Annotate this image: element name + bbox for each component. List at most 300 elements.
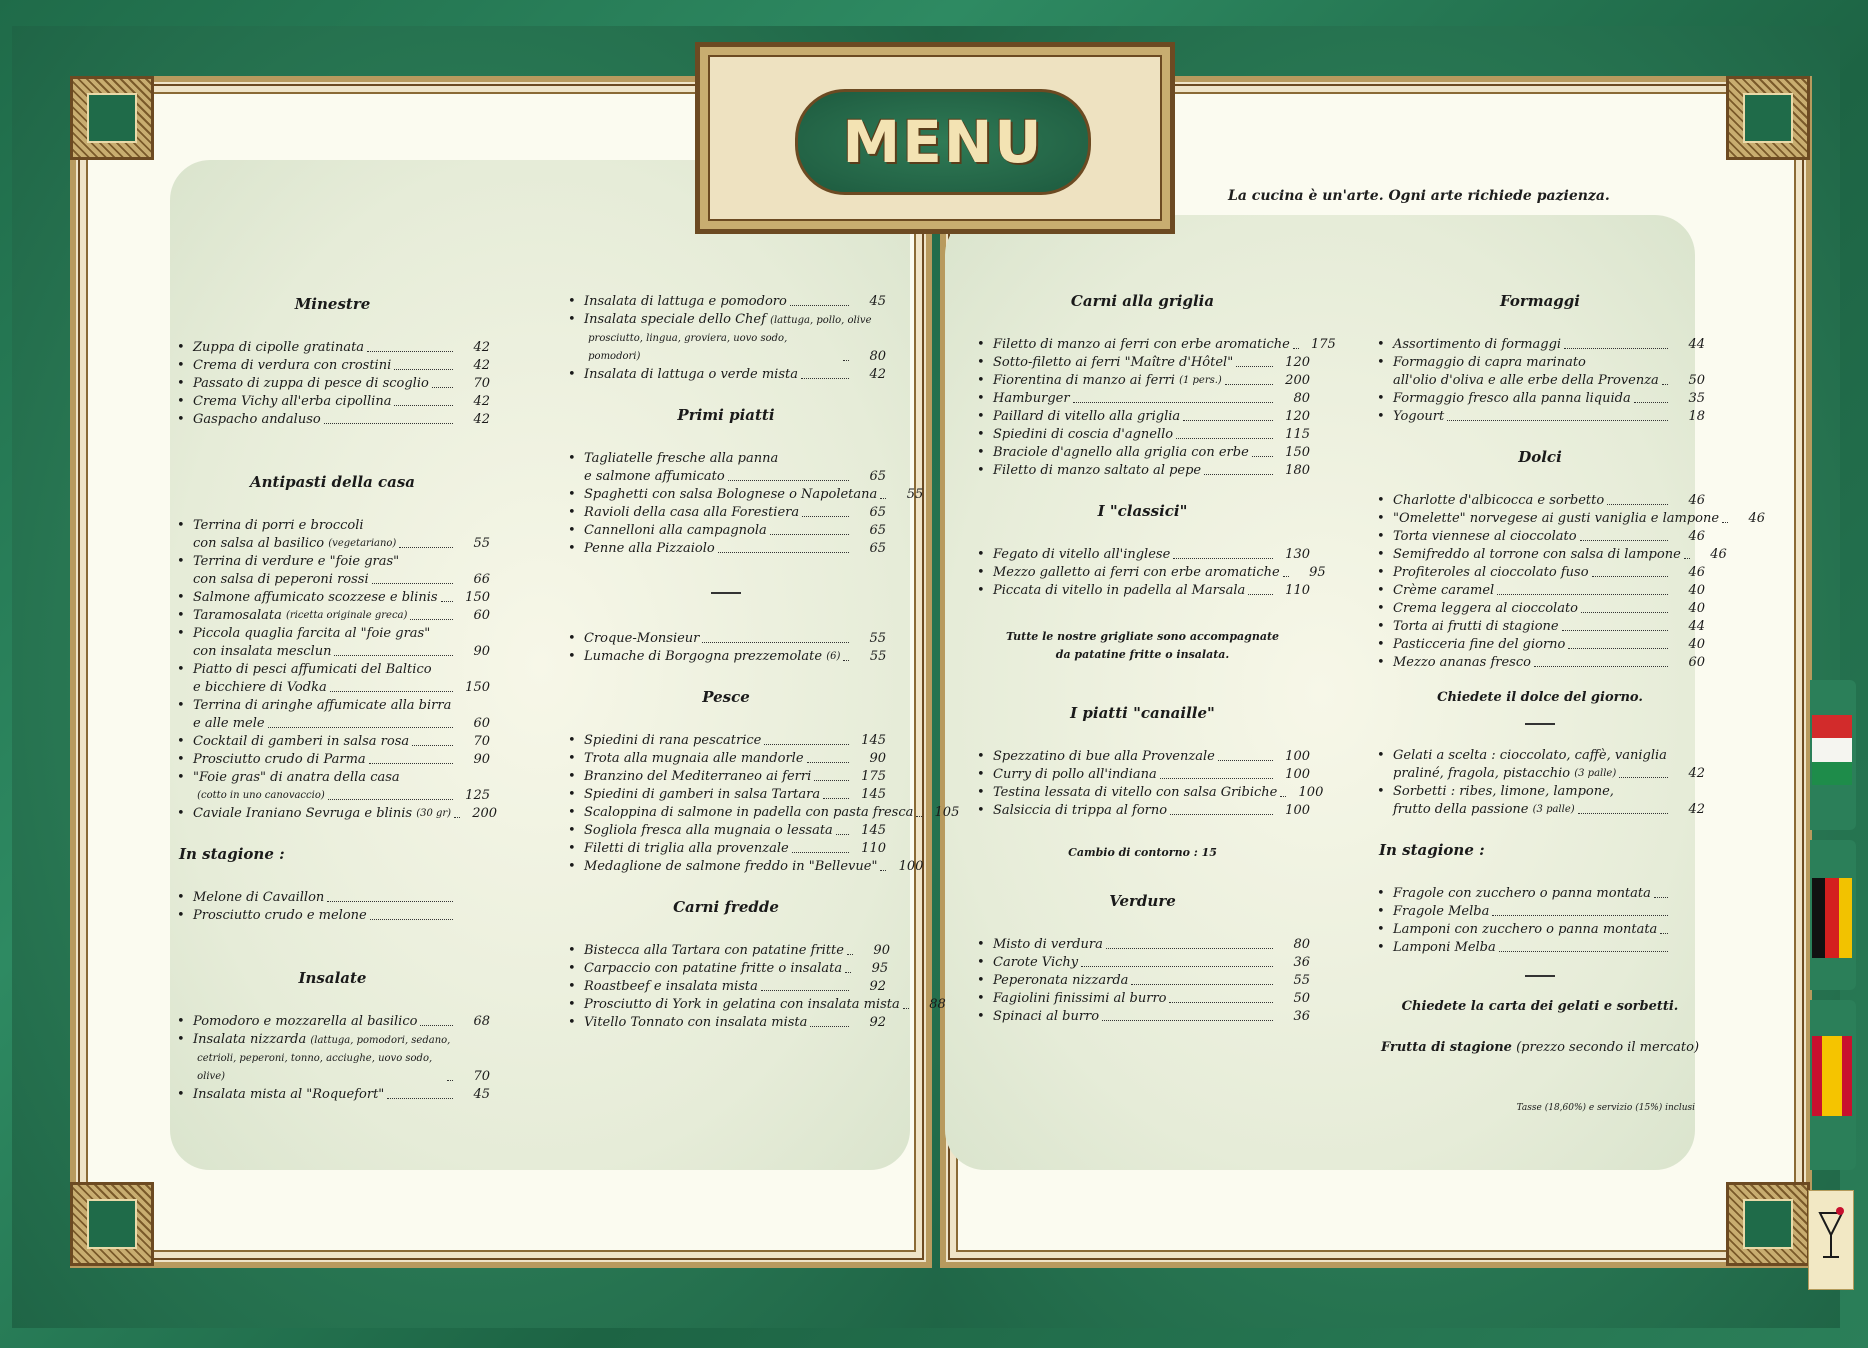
item-name: • Penne alla Pizzaiolo: [584, 541, 715, 556]
item-price: 105: [934, 805, 960, 820]
item-price: 175: [1311, 337, 1336, 352]
leader-dots: [1160, 778, 1273, 779]
flag-stripe: [1825, 878, 1838, 958]
item-name-line-2: [1393, 372, 1705, 390]
contorno-note: Cambio di contorno : 15: [1068, 846, 1217, 859]
leader-dots: [1169, 1002, 1273, 1003]
item-name: con salsa di peperoni rossi: [193, 572, 369, 587]
leader-dots: [1634, 402, 1668, 403]
item-price: 42: [473, 358, 490, 373]
item-name-line-2: [1393, 765, 1705, 783]
menu-item: [1375, 618, 1705, 636]
item-price: 55: [1293, 973, 1310, 988]
menu-list: [566, 732, 960, 876]
item-name: • Roastbeef e insalata mista: [584, 979, 758, 994]
tax-note: Tasse (18,60%) e servizio (15%) inclusi: [1516, 1103, 1695, 1113]
item-price: 92: [869, 979, 886, 994]
menu-item: [175, 907, 490, 925]
menu-item: [1375, 903, 1705, 921]
leader-dots: [790, 305, 849, 306]
item-price: 65: [869, 505, 886, 520]
menu-item: [975, 390, 1310, 408]
menu-item: [1375, 582, 1705, 600]
item-name: • Vitello Tonnato con insalata mista: [584, 1015, 808, 1030]
item-price: 46: [1710, 547, 1727, 562]
item-name: Gelati a scelta : cioccolato, caffè, vaniglia: [1393, 748, 1667, 763]
flag-stripe: [1842, 1036, 1852, 1116]
leader-dots: [330, 691, 453, 692]
menu-item: [175, 589, 490, 607]
item-name-line-2: [193, 1050, 490, 1086]
menu-list: [566, 942, 946, 1032]
item-price: 50: [1293, 991, 1310, 1006]
item-name: Insalata nizzarda: [193, 1032, 307, 1047]
section-divider: [711, 592, 741, 594]
item-price: 80: [1293, 937, 1310, 952]
item-name: • Pomodoro e mozzarella al basilico: [193, 1014, 418, 1029]
flag-stripe: [1812, 1036, 1822, 1116]
leader-dots: [1662, 384, 1668, 385]
menu-item: [175, 661, 490, 697]
item-name: • Hamburger: [993, 391, 1070, 406]
leader-dots: [328, 799, 453, 800]
tab-drinks[interactable]: [1808, 1190, 1854, 1290]
column-1: [175, 295, 498, 1104]
leader-dots: [1722, 522, 1728, 523]
menu-item: [975, 990, 1310, 1008]
section-divider: [1525, 975, 1555, 977]
item-name: • Spiedini di gamberi in salsa Tartara: [584, 787, 821, 802]
item-name: con insalata mesclun: [193, 644, 332, 659]
leader-dots: [1578, 813, 1668, 814]
item-name: • Gaspacho andaluso: [193, 412, 321, 427]
menu-list: [1375, 885, 1705, 957]
item-name: • Insalata mista al "Roquefort": [193, 1087, 385, 1102]
leader-dots: [1684, 558, 1690, 559]
item-price: 150: [465, 680, 490, 695]
item-price: 55: [473, 536, 490, 551]
item-name: • Assortimento di formaggi: [1393, 337, 1562, 352]
menu-list: [975, 748, 1324, 820]
menu-item: [566, 750, 886, 768]
item-price: 95: [1309, 565, 1326, 580]
item-name: • Misto di verdura: [993, 937, 1103, 952]
item-name: • Insalata di lattuga o verde mista: [584, 367, 798, 382]
menu-item: [975, 546, 1310, 564]
leader-dots: [432, 387, 453, 388]
dolce-del-giorno-note: Chiedete il dolce del giorno.: [1437, 690, 1643, 705]
frutta-line: [1375, 1040, 1705, 1055]
flag-stripe: [1812, 715, 1852, 738]
leader-dots: [1619, 777, 1668, 778]
item-price: 115: [1285, 427, 1310, 442]
menu-item: [975, 784, 1324, 802]
leader-dots: [1248, 594, 1273, 595]
menu-item: [975, 426, 1310, 444]
menu-item: [175, 697, 490, 733]
corner-ornament-top-left: [70, 76, 154, 160]
menu-item: [566, 960, 889, 978]
leader-dots: [327, 901, 453, 902]
item-price: 46: [1688, 529, 1705, 544]
item-name-line-1: [584, 450, 886, 468]
item-name: • Braciole d'agnello alla griglia con erbe: [993, 445, 1249, 460]
menu-item: [1375, 408, 1705, 426]
menu-item: [1375, 636, 1705, 654]
menu-item: [566, 486, 924, 504]
item-name: • Lamponi Melba: [1393, 940, 1496, 955]
leader-dots: [810, 1026, 849, 1027]
leader-dots: [916, 816, 922, 817]
item-price: 125: [465, 788, 490, 803]
item-name: • Profiteroles al cioccolato fuso: [1393, 565, 1589, 580]
leader-dots: [1280, 796, 1286, 797]
item-price: 44: [1688, 619, 1705, 634]
flag-italy-icon: [1812, 715, 1852, 785]
leader-dots: [1607, 504, 1668, 505]
leader-dots: [1102, 1020, 1273, 1021]
menu-item: [1375, 354, 1705, 390]
leader-dots: [880, 498, 886, 499]
menu-item: [175, 375, 490, 393]
item-name-line-1: [193, 517, 490, 535]
item-price: 45: [473, 1087, 490, 1102]
leader-dots: [718, 552, 849, 553]
item-price: 70: [473, 1069, 490, 1084]
menu-item: [566, 366, 886, 384]
item-note: (3 palle): [1574, 768, 1617, 779]
menu-item: [566, 293, 886, 311]
item-note: cetrioli, peperoni, tonno, acciughe, uovo sodo, olive): [197, 1053, 433, 1082]
corner-ornament-top-right: [1726, 76, 1810, 160]
menu-item: [566, 978, 886, 996]
menu-item: [975, 408, 1310, 426]
menu-banner-oval: [795, 89, 1091, 195]
item-name: • Carote Vichy: [993, 955, 1079, 970]
item-name: • Mezzo ananas fresco: [1393, 655, 1531, 670]
menu-item: [175, 889, 490, 907]
item-note: (lattuga, pollo, olive: [770, 315, 872, 326]
menu-item: [1375, 510, 1766, 528]
menu-item: [975, 1008, 1310, 1026]
item-price: 42: [473, 412, 490, 427]
flag-stripe: [1812, 878, 1825, 958]
item-price: 55: [869, 631, 886, 646]
item-name: • Paillard di vitello alla griglia: [993, 409, 1181, 424]
item-price: 100: [1285, 767, 1310, 782]
item-price: 40: [1688, 583, 1705, 598]
item-name: • Taramosalata: [193, 608, 282, 623]
item-note: (30 gr): [416, 808, 452, 819]
flag-stripe: [1812, 738, 1852, 761]
section-title-stagione: In stagione :: [179, 845, 285, 863]
item-name: • Crème caramel: [1393, 583, 1495, 598]
grill-note-line-2: da patatine fritte o insalata.: [1055, 648, 1230, 661]
item-name: e alle mele: [193, 716, 265, 731]
menu-item: [975, 582, 1310, 600]
item-price: 90: [473, 752, 490, 767]
leader-dots: [410, 619, 453, 620]
item-name: • Fegato di vitello all'inglese: [993, 547, 1171, 562]
item-price: 66: [473, 572, 490, 587]
item-name-line-2: [193, 643, 490, 661]
item-name: Formaggio di capra marinato: [1393, 355, 1586, 370]
corner-ornament-bottom-right: [1726, 1182, 1810, 1266]
item-name: • Charlotte d'albicocca e sorbetto: [1393, 493, 1605, 508]
item-note: (1 pers.): [1179, 375, 1222, 386]
menu-item: [975, 564, 1326, 582]
menu-item: [566, 996, 946, 1014]
leader-dots: [394, 405, 453, 406]
leader-dots: [370, 919, 453, 920]
item-name: • Spiedini di coscia d'agnello: [993, 427, 1174, 442]
corner-ornament-bottom-left: [70, 1182, 154, 1266]
menu-item: [566, 822, 886, 840]
menu-item: [1375, 336, 1705, 354]
section-title-stagione-2: In stagione :: [1379, 841, 1485, 859]
menu-list: [1375, 747, 1705, 819]
item-name: • Salsiccia di trippa al forno: [993, 803, 1168, 818]
menu-list: [975, 936, 1310, 1026]
item-name-line-2: [193, 571, 490, 589]
frutta-note: (prezzo secondo il mercato): [1516, 1040, 1700, 1055]
column-2: [566, 293, 960, 1032]
item-name-line-2: [1393, 801, 1705, 819]
item-name: • Curry di pollo all'indiana: [993, 767, 1157, 782]
leader-dots: [454, 817, 460, 818]
item-price: 145: [861, 733, 886, 748]
item-name: • Crema leggera al cioccolato: [1393, 601, 1579, 616]
menu-item: [566, 768, 886, 786]
item-price: 42: [473, 394, 490, 409]
item-name: Terrina di verdure e "foie gras": [193, 554, 400, 569]
item-price: 110: [1285, 583, 1310, 598]
menu-list: [975, 546, 1326, 600]
leader-dots: [1176, 438, 1273, 439]
menu-list: [566, 630, 886, 666]
leader-dots: [372, 583, 453, 584]
item-name-line-2: [193, 679, 490, 697]
leader-dots: [268, 727, 453, 728]
item-name: • Cannelloni alla campagnola: [584, 523, 767, 538]
item-name: • Zuppa di cipolle gratinata: [193, 340, 365, 355]
item-name: • Filetto di manzo ai ferri con erbe aromatiche: [993, 337, 1290, 352]
menu-item: [975, 766, 1310, 784]
leader-dots: [880, 870, 886, 871]
cocktail-glass-icon: [1814, 1205, 1848, 1275]
section-title-antipasti: Antipasti della casa: [249, 473, 416, 491]
flag-germany-icon: [1812, 878, 1852, 958]
leader-dots: [1581, 612, 1668, 613]
leader-dots: [1225, 384, 1273, 385]
menu-item: [566, 858, 924, 876]
item-name-line-1: [193, 1031, 490, 1050]
item-name: • Medaglione de salmone freddo in "Bellevue": [584, 859, 878, 874]
item-price: 70: [473, 734, 490, 749]
section-title-griglia: Carni alla griglia: [1070, 292, 1215, 310]
item-name-line-1: [193, 769, 490, 787]
menu-item: [1375, 564, 1705, 582]
item-price: 92: [869, 1015, 886, 1030]
flag-spain-icon: [1812, 1036, 1852, 1116]
menu-item: [975, 936, 1310, 954]
leader-dots: [447, 1080, 453, 1081]
leader-dots: [847, 954, 853, 955]
item-name: • Spezzatino di bue alla Provenzale: [993, 749, 1215, 764]
item-name: • Trota alla mugnaia alle mandorle: [584, 751, 804, 766]
leader-dots: [1204, 474, 1273, 475]
item-name-line-1: [1393, 354, 1705, 372]
item-price: 55: [869, 649, 887, 664]
item-name-line-1: [193, 697, 490, 715]
item-name: e salmone affumicato: [584, 469, 725, 484]
menu-item: [566, 522, 886, 540]
item-price: 145: [861, 787, 886, 802]
item-name: con salsa al basilico: [193, 536, 325, 551]
menu-list: [566, 450, 924, 558]
item-name: • Salmone affumicato scozzese e blinis: [193, 590, 438, 605]
item-name: • Crema Vichy all'erba cipollina: [193, 394, 392, 409]
leader-dots: [792, 852, 849, 853]
item-price: 46: [1688, 493, 1705, 508]
item-name: • Crema di verdura con crostini: [193, 358, 392, 373]
item-price: 90: [473, 644, 490, 659]
item-note: prosciutto, lingua, groviera, uovo sodo, pomodori): [588, 333, 788, 362]
menu-banner: [695, 42, 1175, 234]
menu-item: [1375, 546, 1727, 564]
item-name: • Prosciutto di York in gelatina con insalata mista: [584, 997, 900, 1012]
item-price: 120: [1285, 355, 1310, 370]
leader-dots: [823, 798, 849, 799]
item-name: frutto della passione: [1393, 802, 1529, 817]
leader-dots: [1499, 951, 1668, 952]
item-price: 60: [1688, 655, 1705, 670]
item-name: • Scaloppina di salmone in padella con pasta fresca: [584, 805, 914, 820]
leader-dots: [845, 972, 851, 973]
item-name-line-2: [584, 330, 886, 366]
item-note: (6): [826, 651, 841, 662]
menu-item: [566, 311, 886, 366]
leader-dots: [1447, 420, 1668, 421]
item-name: • Cocktail di gamberi in salsa rosa: [193, 734, 410, 749]
item-name: • Sogliola fresca alla mugnaia o lessata: [584, 823, 833, 838]
menu-list: [175, 889, 490, 925]
leader-dots: [1654, 897, 1668, 898]
leader-dots: [1081, 966, 1273, 967]
menu-item: [566, 630, 886, 648]
item-name: • Torta viennese al cioccolato: [1393, 529, 1577, 544]
item-name-line-1: [584, 311, 886, 330]
menu-item: [175, 357, 490, 375]
item-price: 55: [906, 487, 924, 502]
leader-dots: [399, 547, 453, 548]
item-name: Sorbetti : ribes, limone, lampone,: [1393, 784, 1614, 799]
item-price: 42: [1688, 802, 1705, 817]
leader-dots: [761, 990, 849, 991]
menu-item: [175, 769, 490, 805]
item-price: 100: [898, 859, 924, 874]
item-name-line-2: [193, 535, 490, 553]
flag-stripe: [1839, 878, 1852, 958]
item-name: • Prosciutto crudo e melone: [193, 908, 367, 923]
item-price: 88: [929, 997, 946, 1012]
menu-item: [566, 504, 886, 522]
menu-item: [975, 972, 1310, 990]
item-name-line-1: [1393, 783, 1705, 801]
menu-item: [175, 517, 490, 553]
item-name: • Piccata di vitello in padella al Marsala: [993, 583, 1246, 598]
menu-item: [975, 802, 1310, 820]
item-price: 18: [1688, 409, 1705, 424]
item-name: • "Omelette" norvegese ai gusti vaniglia e lampone: [1393, 511, 1720, 526]
item-name: • Bistecca alla Tartara con patatine fritte: [584, 943, 844, 958]
leader-dots: [441, 601, 453, 602]
menu-item: [1375, 600, 1705, 618]
item-name: • Spiedini di rana pescatrice: [584, 733, 762, 748]
item-note: (3 palle): [1532, 804, 1575, 815]
leader-dots: [1252, 456, 1273, 457]
item-name-line-1: [1393, 747, 1705, 765]
leader-dots: [1183, 420, 1273, 421]
leader-dots: [702, 642, 849, 643]
leader-dots: [1131, 984, 1273, 985]
item-name: • Fiorentina di manzo ai ferri: [993, 373, 1175, 388]
item-price: 90: [869, 751, 886, 766]
menu-item: [566, 450, 886, 486]
leader-dots: [1218, 760, 1273, 761]
menu-list: [175, 517, 498, 823]
section-title-insalate: Insalate: [298, 969, 367, 987]
item-price: 100: [1298, 785, 1324, 800]
item-name: • Branzino del Mediterraneo ai ferri: [584, 769, 812, 784]
item-price: 80: [869, 349, 886, 364]
menu-item: [566, 786, 886, 804]
flag-stripe: [1812, 762, 1852, 785]
menu-item: [1375, 390, 1705, 408]
section-title-dolci: Dolci: [1518, 448, 1562, 466]
item-price: 46: [1748, 511, 1766, 526]
leader-dots: [1580, 540, 1668, 541]
leader-dots: [728, 480, 849, 481]
item-price: 65: [869, 541, 886, 556]
item-name-line-2: [193, 787, 490, 805]
leader-dots: [1497, 594, 1668, 595]
gelati-card-note: Chiedete la carta dei gelati e sorbetti.: [1401, 999, 1679, 1014]
section-title-fredde: Carni fredde: [673, 898, 779, 916]
section-title-pesce: Pesce: [702, 688, 750, 706]
item-name: • Insalata di lattuga e pomodoro: [584, 294, 787, 309]
leader-dots: [1534, 666, 1668, 667]
menu-list: [175, 339, 490, 429]
grill-note-line-1: Tutte le nostre grigliate sono accompagnate: [1005, 630, 1280, 643]
item-name-line-2: [584, 468, 886, 486]
section-title-verdure: Verdure: [1109, 892, 1176, 910]
item-price: 60: [473, 608, 490, 623]
item-price: 65: [869, 469, 886, 484]
item-price: 40: [1688, 601, 1705, 616]
menu-list: [975, 336, 1336, 480]
leader-dots: [1492, 915, 1668, 916]
leader-dots: [1568, 648, 1668, 649]
menu-item: [175, 339, 490, 357]
menu-item: [175, 553, 490, 589]
item-name: Terrina di porri e broccoli: [193, 518, 364, 533]
menu-list: [566, 293, 886, 384]
item-name: Piccola quaglia farcita al "foie gras": [193, 626, 431, 641]
menu-item: [175, 1086, 490, 1104]
item-price: 180: [1285, 463, 1310, 478]
menu-item: [175, 625, 490, 661]
